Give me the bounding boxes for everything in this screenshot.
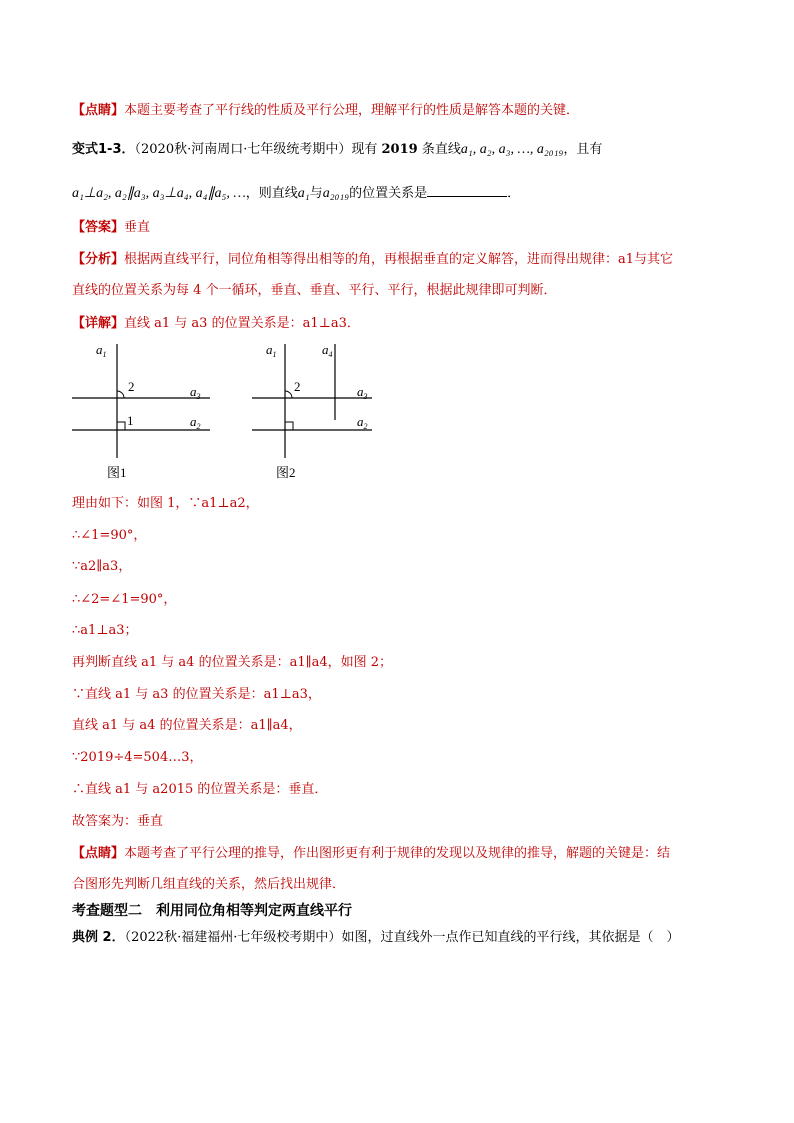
note-text: 本题主要考查了平行线的性质及平行公理，理解平行的性质是解答本题的关键． xyxy=(124,103,580,118)
variant-line-2 xyxy=(72,184,520,204)
variant-seq: a₁, a₂, a₃, …, a₂₀₁₉ xyxy=(460,142,564,157)
example-line xyxy=(72,928,679,948)
reasoning-line: ∴a1⊥a3； xyxy=(72,623,138,638)
fig1-label-a1: $a_1$ xyxy=(96,342,107,359)
answer-tag: 【答案】 xyxy=(72,220,125,235)
variant-title: 变式1-3． xyxy=(72,142,135,157)
section-title: 考查题型二 利用同位角相等判定两直线平行 xyxy=(72,903,352,919)
variant-text-d: ，则直线 xyxy=(245,186,298,201)
detail-text: 直线 a1 与 a3 的位置关系是：a1⊥a3． xyxy=(124,316,360,331)
fig2-label-a1: $a_1$ xyxy=(266,342,277,359)
fig2-angle-2: 2 xyxy=(294,379,301,394)
figures xyxy=(0,340,794,500)
reasoning-line: 理由如下：如图 1，∵a1⊥a2， xyxy=(72,496,259,511)
variant-source: （2020秋·河南周口·七年级统考期中） xyxy=(134,142,352,157)
fig2-caption: 图2 xyxy=(276,465,296,480)
fig1-label-a3: $a_3$ xyxy=(190,384,201,401)
note2-line-2: 合图形先判断几组直线的关系，然后找出规律． xyxy=(72,877,346,892)
analysis-text-1: 根据两直线平行，同位角相等得出相等的角，再根据垂直的定义解答，进而得出规律：a1与其它 xyxy=(124,252,674,267)
reasoning-line: ∵直线 a1 与 a3 的位置关系是：a1⊥a3， xyxy=(72,687,321,702)
fig1-label-a2: $a_2$ xyxy=(190,414,201,431)
analysis-line-1 xyxy=(72,250,673,270)
fig1-angle-2: 2 xyxy=(128,379,135,394)
note-tag: 【点睛】 xyxy=(72,103,125,118)
fig1-caption: 图1 xyxy=(107,465,127,480)
reasoning-line: 故答案为：垂直 xyxy=(72,814,164,829)
variant-relations: a₁⊥a₂, a₂∥a₃, a₃⊥a₄, a₄∥a₅, … xyxy=(72,186,246,201)
note-line xyxy=(72,101,579,121)
analysis-tag: 【分析】 xyxy=(72,252,125,267)
variant-end: ． xyxy=(507,186,521,201)
variant-line-1: 变式1-3．（2020秋·河南周口·七年级统考期中）现有 2019 条直线a₁, a₂, a₃, …, a₂₀₁₉，且有 xyxy=(72,142,603,157)
example-label: 典例 2． xyxy=(72,930,125,945)
fig2-label-a3: $a_3$ xyxy=(357,384,368,401)
figure-2 xyxy=(252,342,372,480)
note2-tag: 【点睛】 xyxy=(72,846,125,861)
reasoning-line: ∴∠2=∠1=90°， xyxy=(72,592,177,607)
variant-text-e: 与 xyxy=(309,186,323,201)
answer-blank xyxy=(427,184,507,197)
example-text: 如图，过直线外一点作已知直线的平行线，其依据是（ ） xyxy=(341,930,680,945)
figure-1 xyxy=(72,342,210,480)
answer-text: 垂直 xyxy=(124,220,151,235)
variant-line-a: a₁ xyxy=(297,186,310,201)
answer-line xyxy=(72,218,150,238)
detail-tag: 【详解】 xyxy=(72,316,125,331)
reasoning-line: 直线 a1 与 a4 的位置关系是：a1∥a4， xyxy=(72,718,302,733)
reasoning-line: ∵a2∥a3， xyxy=(72,559,132,574)
reasoning-line: ∵2019÷4=504…3， xyxy=(72,750,203,765)
reasoning-line: ∴∠1=90°， xyxy=(72,528,147,543)
detail-line xyxy=(72,314,360,334)
note2-text-1: 本题考查了平行公理的推导，作出图形更有利于规律的发现以及规律的推导，解题的关键是：结 xyxy=(124,846,671,861)
fig2-label-a4: $a_4$ xyxy=(322,342,333,359)
variant-text-a: 现有 xyxy=(351,142,378,157)
variant-text-b: 条直线 xyxy=(421,142,461,157)
fig2-label-a2: $a_2$ xyxy=(357,414,368,431)
variant-count: 2019 xyxy=(381,142,418,157)
variant-text-c: 且有 xyxy=(576,142,603,157)
reasoning-line: ∴直线 a1 与 a2015 的位置关系是：垂直． xyxy=(72,782,328,797)
fig1-angle-1: 1 xyxy=(127,413,134,428)
variant-text-f: 的位置关系是 xyxy=(349,186,428,201)
analysis-line-2: 直线的位置关系为每 4 个一循环，垂直、垂直、平行、平行，根据此规律即可判断． xyxy=(72,283,557,298)
reasoning-line: 再判断直线 a1 与 a4 的位置关系是：a1∥a4，如图 2； xyxy=(72,655,393,670)
variant-line-b: a₂₀₁₉ xyxy=(322,186,350,201)
example-source: （2022秋·福建福州·七年级校考期中） xyxy=(124,930,342,945)
note2-line-1 xyxy=(72,844,670,864)
